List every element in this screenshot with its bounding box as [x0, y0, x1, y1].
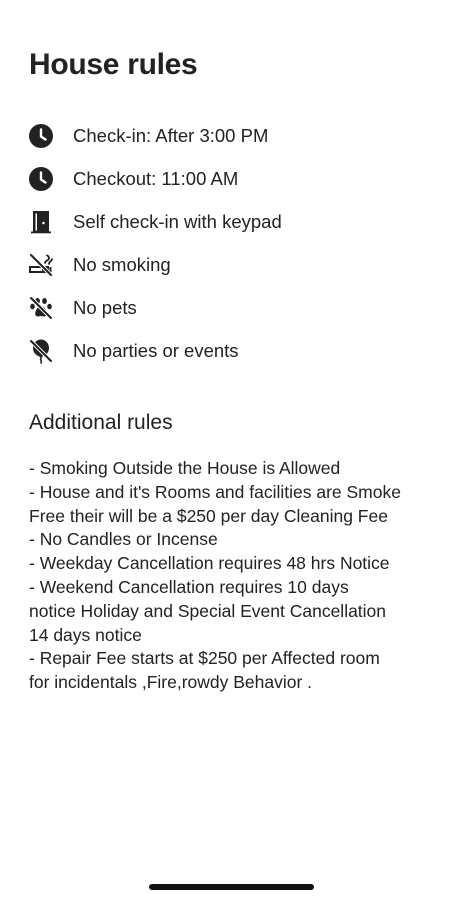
rule-no-parties — [28, 329, 438, 372]
additional-rules-text — [29, 457, 439, 695]
clock-icon — [28, 166, 54, 192]
rule-label: No parties or events — [73, 339, 239, 361]
additional-rule-line: - No Candles or Incense — [29, 529, 218, 550]
no-parties-icon — [28, 338, 54, 364]
additional-rule-line: - Smoking Outside the House is Allowed — [29, 458, 341, 478]
rule-label: Check-in: After 3:00 PM — [73, 124, 269, 146]
rule-self-check-in — [28, 200, 438, 243]
rule-checkout — [28, 157, 438, 200]
rule-no-pets — [28, 286, 438, 329]
rule-label: Checkout: 11:00 AM — [73, 167, 239, 189]
clock-icon — [28, 123, 54, 149]
additional-rule-line: - Weekday Cancellation requires 48 hrs Notice — [29, 553, 390, 574]
page-title: House rules — [29, 48, 198, 81]
additional-rules-title: Additional rules — [29, 411, 173, 434]
rule-label: No smoking — [73, 253, 171, 275]
rule-check-in — [28, 114, 438, 157]
additional-rule-line: 14 days notice — [29, 624, 142, 645]
additional-rule-line: for incidentals ,Fire,rowdy Behavior . — [29, 672, 313, 693]
house-rules-list — [28, 114, 438, 372]
no-pets-icon — [28, 295, 54, 321]
home-indicator[interactable] — [149, 884, 314, 890]
door-icon — [28, 209, 54, 235]
no-smoking-icon — [28, 252, 54, 278]
rule-label: No pets — [73, 296, 137, 318]
rule-label: Self check-in with keypad — [73, 210, 282, 232]
additional-rule-line: notice Holiday and Special Event Cancellation — [29, 600, 387, 621]
additional-rule-line: - Repair Fee starts at $250 per Affected room — [29, 648, 380, 669]
rule-no-smoking — [28, 243, 438, 286]
additional-rule-line: - House and it's Rooms and facilities are Smoke — [29, 481, 401, 502]
additional-rule-line: - Weekend Cancellation requires 10 days — [29, 576, 349, 597]
additional-rule-line: Free their will be a $250 per day Cleaning Fee — [29, 505, 388, 526]
